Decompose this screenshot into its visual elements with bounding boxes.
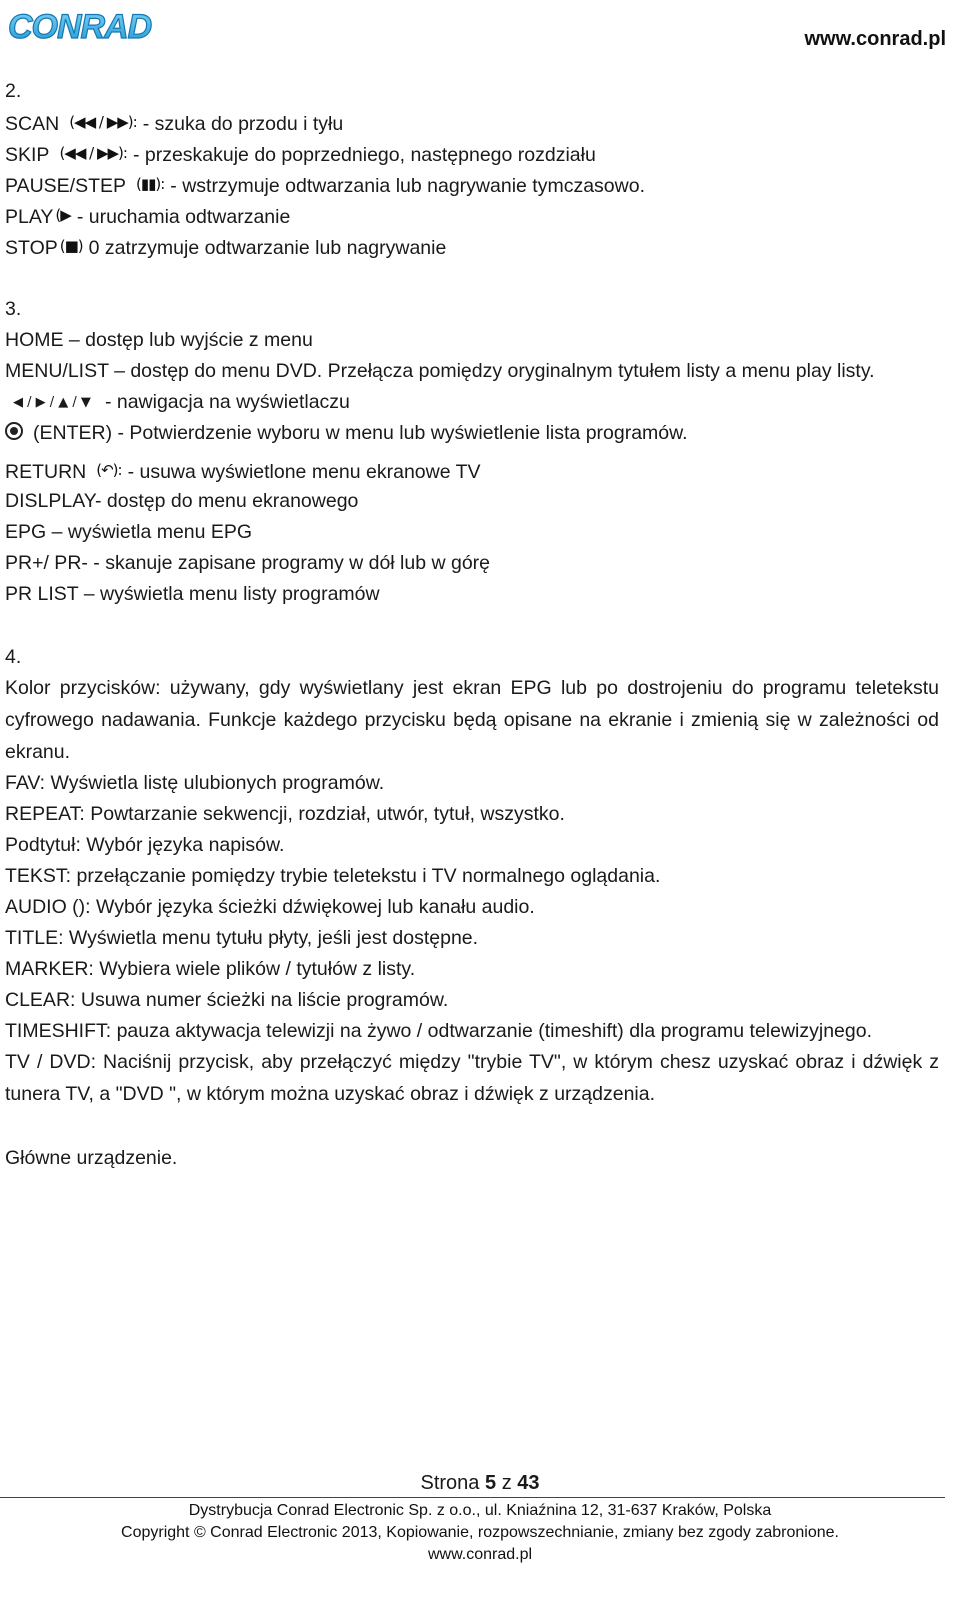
scan-icon: (◀◀ / ▶▶):	[69, 113, 137, 131]
navigation-arrows-icon: ◀ / ▶ / ▲ / ▼	[13, 395, 91, 410]
pr-row: PR+/ PR- - skanuje zapisane programy w dół lub w górę	[5, 552, 491, 574]
scan-desc: - szuka do przodu i tyłu	[142, 113, 344, 135]
enter-desc: (ENTER) - Potwierdzenie wyboru w menu lub wyświetlenie lista programów.	[33, 422, 688, 444]
repeat-row: REPEAT: Powtarzanie sekwencji, rozdział, utwór, tytuł, wszystko.	[5, 803, 565, 826]
section-2-number: 2.	[5, 80, 22, 102]
stop-desc: 0 zatrzymuje odtwarzanie lub nagrywanie	[88, 237, 447, 259]
subtitle-row: Podtytuł: Wybór języka napisów.	[5, 834, 285, 857]
play-icon: (▶	[55, 206, 71, 224]
stop-label: STOP	[5, 237, 58, 259]
menu-list-row: MENU/LIST – dostęp do menu DVD. Przełącza pomiędzy oryginalnym tytułem listy a menu play listy.	[5, 360, 875, 382]
return-icon: (↶):	[96, 461, 122, 479]
nav-desc: - nawigacja na wyświetlaczu	[104, 391, 350, 413]
return-desc: - usuwa wyświetlone menu ekranowe TV	[127, 461, 481, 483]
skip-label: SKIP	[5, 144, 50, 166]
page-number	[0, 1472, 960, 1495]
section-4-number: 4.	[5, 646, 22, 668]
audio-row: AUDIO (): Wybór języka ścieżki dźwiękowej lub kanału audio.	[5, 896, 535, 919]
footer-divider	[0, 1497, 945, 1498]
footer-copyright: Copyright © Conrad Electronic 2013, Kopiowanie, rozpowszechnianie, zmiany bez zgody zabronione.	[121, 1524, 839, 1541]
document-body	[5, 76, 939, 1174]
conrad-logo	[6, 4, 166, 48]
footer-distribution: Dystrybucja Conrad Electronic Sp. z o.o., ul. Kniaźnina 12, 31-637 Kraków, Polska	[188, 1502, 772, 1519]
display-row: DISLPLAY- dostęp do menu ekranowego	[5, 490, 359, 512]
home-row: HOME – dostęp lub wyjście z menu	[5, 329, 313, 351]
page-prefix: Strona	[420, 1472, 480, 1494]
stop-icon: (■)	[59, 237, 83, 255]
play-desc: - uruchamia odtwarzanie	[76, 206, 291, 228]
fav-row: FAV: Wyświetla listę ulubionych programów.	[5, 772, 385, 795]
page-of: z	[501, 1472, 512, 1494]
tv-dvd-paragraph: TV / DVD: Naciśnij przycisk, aby przełączyć między "trybie TV", w którym chesz uzyskać obraz i dźwięk z tunera TV, a "DVD ", w którym można uzyskać obraz i dźwięk z urządzenia.	[5, 1051, 939, 1106]
text-row: TEKST: przełączanie pomiędzy trybie teletekstu i TV normalnego oglądania.	[5, 865, 661, 888]
nav-row	[5, 387, 939, 418]
enter-row	[5, 418, 939, 449]
color-buttons-paragraph: Kolor przycisków: używany, gdy wyświetlany jest ekran EPG lub po dostrojeniu do programu teletekstu cyfrowego nadawania. Funkcje każdego przycisku będą opisane na ekranie i zmienią się w zależności od ekranu.	[5, 677, 939, 763]
play-row	[5, 200, 939, 231]
stop-row	[5, 231, 939, 262]
pause-label: PAUSE/STEP	[5, 175, 127, 197]
return-label: RETURN	[5, 461, 87, 483]
pause-icon: (▮▮):	[136, 175, 165, 193]
scan-label: SCAN	[5, 113, 60, 135]
logo-text: CONRAD	[8, 8, 152, 46]
clear-row: CLEAR: Usuwa numer ścieżki na liście programów.	[5, 989, 449, 1012]
pause-desc: - wstrzymuje odtwarzania lub nagrywanie tymczasowo.	[170, 175, 645, 197]
footer-url[interactable]: www.conrad.pl	[427, 1546, 533, 1563]
skip-desc: - przeskakuje do poprzedniego, następnego rozdziału	[132, 144, 596, 166]
section-3-number: 3.	[5, 298, 22, 320]
marker-row: MARKER: Wybiera wiele plików / tytułów z listy.	[5, 958, 416, 981]
main-unit-heading: Główne urządzenie.	[5, 1146, 178, 1169]
page-current: 5	[485, 1472, 497, 1494]
enter-icon	[5, 422, 23, 440]
page-total: 43	[517, 1472, 540, 1494]
skip-row	[5, 138, 939, 169]
site-url[interactable]: www.conrad.pl	[804, 28, 946, 50]
epg-row: EPG – wyświetla menu EPG	[5, 521, 253, 543]
pause-row	[5, 169, 939, 200]
play-label: PLAY	[5, 206, 54, 228]
timeshift-row: TIMESHIFT: pauza aktywacja telewizji na żywo / odtwarzanie (timeshift) dla programu telewizyjnego.	[5, 1020, 873, 1043]
scan-row	[5, 107, 939, 138]
return-row	[5, 455, 939, 486]
prlist-row: PR LIST – wyświetla menu listy programów	[5, 583, 380, 605]
skip-icon: (◀◀ / ▶▶):	[59, 144, 127, 162]
title-row: TITLE: Wyświetla menu tytułu płyty, jeśli jest dostępne.	[5, 927, 479, 950]
